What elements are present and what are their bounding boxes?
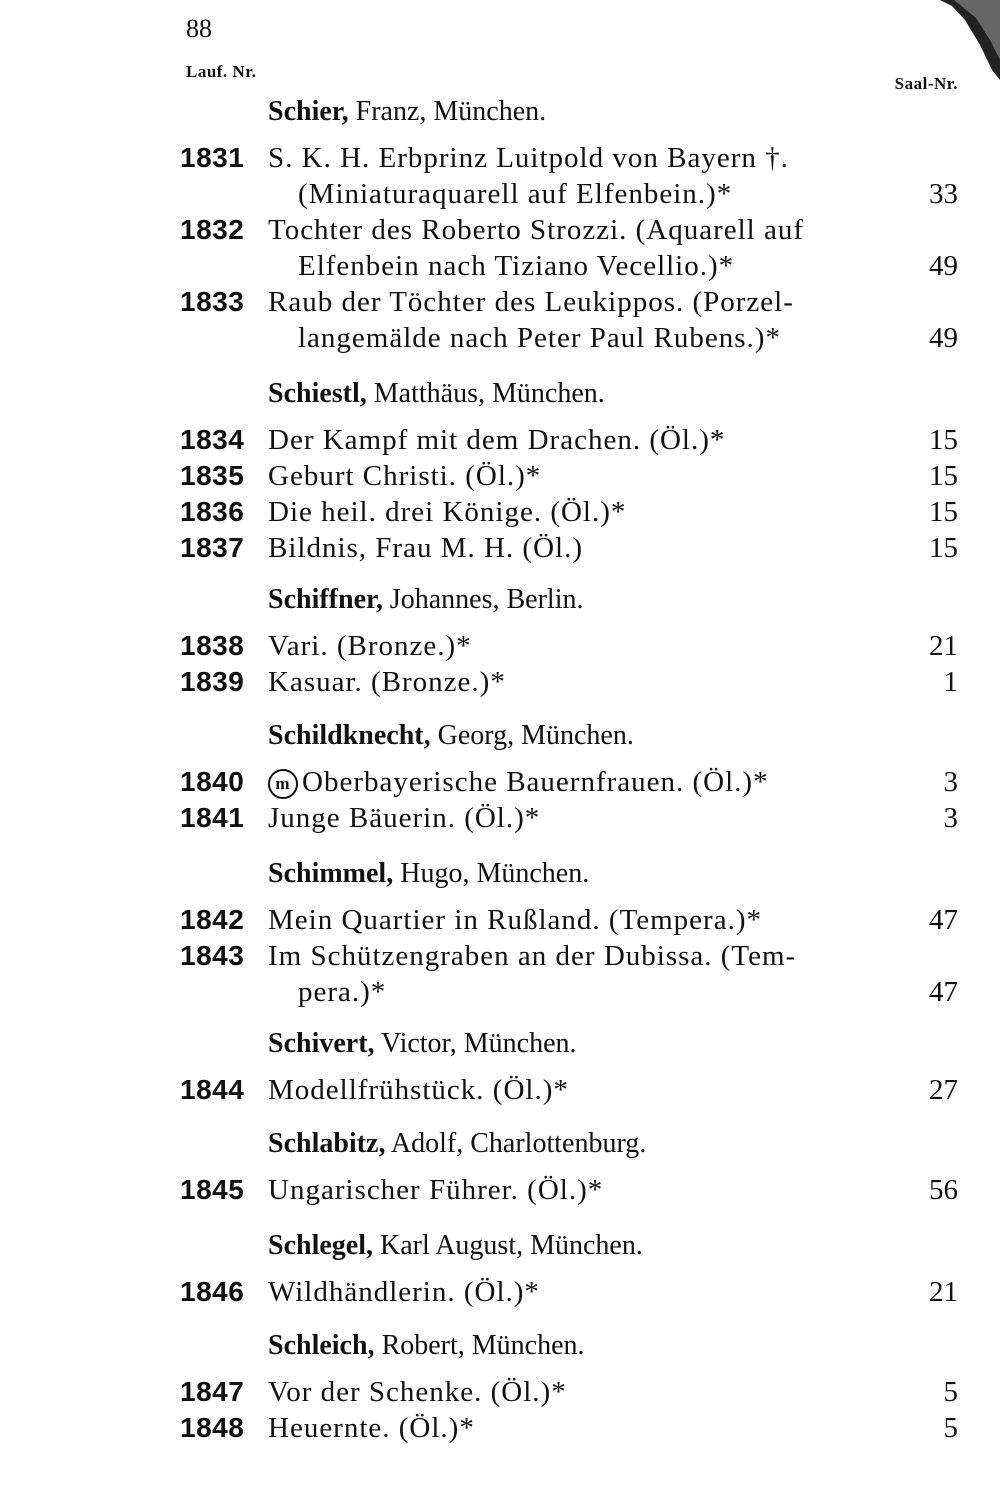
saal-number: 15: [929, 496, 958, 528]
entry-number: 1848: [180, 1412, 245, 1443]
entry-number: 1833: [180, 286, 245, 317]
catalog-entry: [180, 1376, 960, 1410]
catalog-entry: [180, 532, 960, 566]
entry-title: Kasuar. (Bronze.)*: [268, 666, 506, 698]
entry-title: Bildnis, Frau M. H. (Öl.): [268, 532, 583, 564]
entry-number: 1831: [180, 142, 245, 173]
entry-title: Geburt Christi. (Öl.)*: [268, 460, 542, 492]
entry-number: 1847: [180, 1376, 245, 1407]
entry-title: Junge Bäuerin. (Öl.)*: [268, 802, 541, 834]
entry-title: Tochter des Roberto Strozzi. (Aquarell auf: [268, 214, 805, 246]
saal-number: 56: [929, 1174, 958, 1206]
catalog-entry: [180, 1276, 960, 1310]
entry-title: Vor der Schenke. (Öl.)*: [268, 1376, 567, 1408]
artist-surname: Schlabitz,: [268, 1128, 386, 1159]
saal-number: 47: [929, 976, 958, 1008]
entry-number: 1837: [180, 532, 245, 563]
artist-location: Franz, München.: [348, 96, 547, 127]
page-number: 88: [186, 14, 212, 43]
entry-number: 1842: [180, 904, 245, 935]
artist-heading: [268, 1028, 577, 1060]
catalog-entry: [180, 1074, 960, 1108]
saal-number: 15: [929, 460, 958, 492]
artist-surname: Schildknecht,: [268, 720, 431, 751]
catalog-entry: [180, 766, 960, 800]
entry-title: S. K. H. Erbprinz Luitpold von Bayern †.: [268, 142, 789, 174]
saal-number: 5: [943, 1376, 958, 1408]
artist-location: Georg, München.: [430, 720, 634, 751]
entry-title: Raub der Töchter des Leukippos. (Porzel-: [268, 286, 794, 318]
entry-number: 1834: [180, 424, 245, 455]
saal-number: 49: [929, 322, 958, 354]
artist-surname: Schlegel,: [268, 1230, 373, 1261]
artist-surname: Schiffner,: [268, 584, 383, 615]
catalog-entry: [180, 666, 960, 700]
page-corner-shadow: [940, 0, 1000, 80]
saal-number: 1: [943, 666, 958, 698]
saal-number: 5: [943, 1412, 958, 1444]
entry-title-continued: Elfenbein nach Tiziano Vecellio.)*: [298, 250, 735, 282]
entry-title: Im Schützengraben an der Dubissa. (Tem-: [268, 940, 797, 972]
entry-title: Modellfrühstück. (Öl.)*: [268, 1074, 569, 1106]
artist-heading: [268, 858, 589, 890]
entry-number: 1836: [180, 496, 245, 527]
saal-number: 3: [943, 766, 958, 798]
entry-title: Wildhändlerin. (Öl.)*: [268, 1276, 540, 1308]
entry-title: Die heil. drei Könige. (Öl.)*: [268, 496, 627, 528]
entry-title: Mein Quartier in Rußland. (Tempera.)*: [268, 904, 762, 936]
entry-number: 1844: [180, 1074, 245, 1105]
artist-location: Robert, München.: [374, 1330, 585, 1361]
entry-title: m Oberbayerische Bauernfrauen. (Öl.)*: [268, 766, 769, 799]
saal-number: 21: [929, 630, 958, 662]
catalog-entry: [180, 214, 960, 248]
entry-number: 1840: [180, 766, 245, 797]
entry-title: Ungarischer Führer. (Öl.)*: [268, 1174, 604, 1206]
circled-m-icon: m: [268, 769, 298, 799]
artist-surname: Schimmel,: [268, 858, 394, 889]
catalog-entry-continuation: [180, 250, 960, 284]
artist-location: Matthäus, München.: [366, 378, 605, 409]
catalog-entry: [180, 424, 960, 458]
saal-number: 15: [929, 532, 958, 564]
artist-heading: [268, 584, 584, 616]
artist-location: Adolf, Charlottenburg.: [385, 1128, 647, 1159]
artist-surname: Schivert,: [268, 1028, 375, 1059]
saal-number: 3: [943, 802, 958, 834]
catalog-entry: [180, 904, 960, 938]
artist-surname: Schier,: [268, 96, 349, 127]
entry-number: 1838: [180, 630, 245, 661]
saal-number: 33: [929, 178, 958, 210]
entry-title: Vari. (Bronze.)*: [268, 630, 472, 662]
artist-heading: [268, 96, 546, 128]
artist-location: Karl August, München.: [373, 1230, 643, 1261]
catalog-entry-continuation: [180, 178, 960, 212]
saal-number: 47: [929, 904, 958, 936]
saal-number: 27: [929, 1074, 958, 1106]
catalog-entry: [180, 1174, 960, 1208]
catalog-entry: [180, 286, 960, 320]
catalog-entry: [180, 630, 960, 664]
entry-title-continued: (Miniaturaquarell auf Elfenbein.)*: [298, 178, 733, 210]
catalog-entry-continuation: [180, 322, 960, 356]
catalog-entry: [180, 142, 960, 176]
catalog-entry-continuation: [180, 976, 960, 1010]
column-header-saal-nr: Saal-Nr.: [894, 74, 958, 93]
catalog-entry: [180, 460, 960, 494]
artist-location: Hugo, München.: [393, 858, 590, 889]
catalog-entry: [180, 1412, 960, 1446]
artist-surname: Schiestl,: [268, 378, 367, 409]
artist-heading: [268, 1330, 585, 1362]
artist-heading: [268, 1230, 643, 1262]
entry-number: 1839: [180, 666, 245, 697]
entry-number: 1843: [180, 940, 245, 971]
artist-heading: [268, 378, 605, 410]
entry-number: 1841: [180, 802, 245, 833]
entry-number: 1832: [180, 214, 245, 245]
entry-title-continued: langemälde nach Peter Paul Rubens.)*: [298, 322, 781, 354]
entry-title: Der Kampf mit dem Drachen. (Öl.)*: [268, 424, 726, 456]
entry-number: 1835: [180, 460, 245, 491]
saal-number: 21: [929, 1276, 958, 1308]
artist-heading: [268, 720, 634, 752]
artist-heading: [268, 1128, 646, 1160]
saal-number: 49: [929, 250, 958, 282]
entry-title: Heuernte. (Öl.)*: [268, 1412, 475, 1444]
artist-location: Victor, München.: [374, 1028, 577, 1059]
catalog-entry: [180, 940, 960, 974]
artist-location: Johannes, Berlin.: [382, 584, 584, 615]
entry-title-continued: pera.)*: [298, 976, 387, 1008]
entry-number: 1846: [180, 1276, 245, 1307]
column-header-lauf-nr: Lauf. Nr.: [186, 62, 257, 81]
catalog-entry: [180, 802, 960, 836]
artist-surname: Schleich,: [268, 1330, 375, 1361]
entry-number: 1845: [180, 1174, 245, 1205]
catalog-entry: [180, 496, 960, 530]
saal-number: 15: [929, 424, 958, 456]
